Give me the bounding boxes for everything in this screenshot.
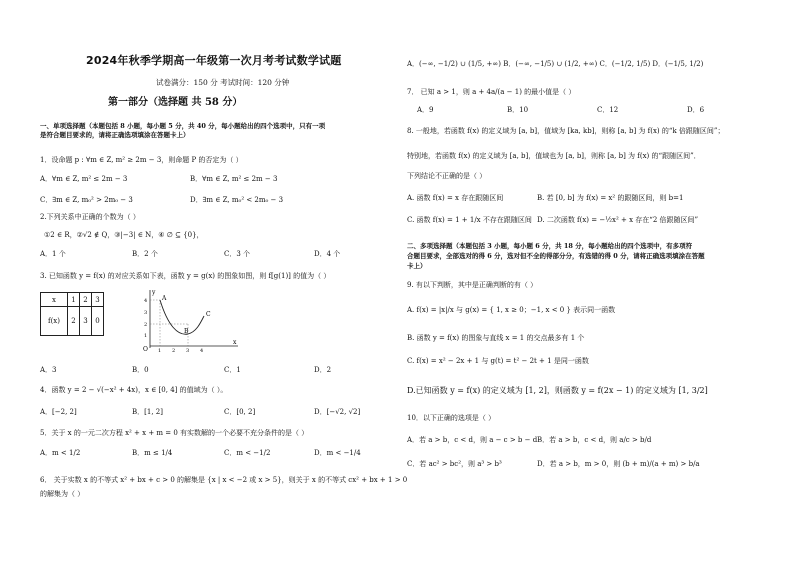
- q9-option-d: D.已知函数 y = f(x) 的定义域为 [1, 2]，则函数 y = f(2x − 1) 的定义域为 [1, 3/2]: [407, 386, 708, 395]
- q2-option-c: C．3 个: [224, 250, 251, 258]
- q5-option-c: C．m < −1/2: [224, 449, 271, 457]
- question-1: 1．设命题 p : ∀m ∈ Z, m² ≥ 2m − 3，则命题 P 的否定为（ ）: [40, 156, 243, 164]
- q4-option-d: D．[−√2, √2]: [314, 408, 361, 416]
- question-9: 9. 有以下判断，其中是正确判断的有（ ）: [407, 281, 538, 289]
- part-one-heading: 第一部分（选择题 共 58 分）: [108, 97, 243, 108]
- q10-option-d: D．若 a > b，m > 0，则 (b + m)/(a + m) > b/a: [537, 460, 700, 468]
- point-label: B: [184, 328, 189, 335]
- question-8-line-2: 特别地，若函数 f(x) 的定义域为 [a, b]，值域也为 [a, b]，则称 [a, b] 为 f(x) 的“跟随区间”．: [407, 152, 701, 160]
- question-8-line-3: 下列结论不正确的是（ ）: [407, 172, 487, 180]
- question-2: 2.下列关系中正确的个数为（ ）: [40, 213, 140, 221]
- q10-option-b: B．若 a > b，c < d，则 a/c > b/d: [537, 436, 652, 444]
- question-3: 3. 已知函数 y = f(x) 的对应关系如下表，函数 y = g(x) 的图象如图，则 f[g(1)] 的值为（ ）: [40, 272, 331, 280]
- q8-option-b: B. 若 [0, b] 为 f(x) = x² 的跟随区间，则 b=1: [537, 194, 684, 202]
- exam-title: 2024年秋季学期高一年级第一次月考考试数学试题: [86, 54, 342, 67]
- tick-label: 1: [158, 348, 162, 352]
- q1-option-a: A．∀m ∈ Z, m² ≤ 2m − 3: [40, 175, 128, 183]
- q4-option-a: A．[−2, 2]: [40, 408, 77, 416]
- q2-statements: ①2 ∈ R，②√2 ∉ Q，③|−3| ∈ N，④ ∅ ⊆ {0}，: [44, 231, 204, 239]
- q8-option-d: D. 二次函数 f(x) = −½x² + x 存在“2 倍跟随区间”: [537, 216, 699, 224]
- question-6-line-1: 6． 关于实数 x 的不等式 x² + bx + c > 0 的解集是 {x | x < −2 或 x > 5}，则关于 x 的不等式 cx² + bx + 1 > 0: [40, 476, 408, 484]
- table-cell: 2: [68, 307, 80, 336]
- table-cell: 2: [80, 293, 92, 307]
- table-row: [41, 307, 104, 336]
- point-label: C: [206, 311, 211, 318]
- table-cell: f(x): [41, 307, 68, 336]
- q3-option-a: A．3: [40, 366, 57, 374]
- tick-label: 1: [144, 333, 148, 339]
- q2-option-d: D．4 个: [314, 250, 341, 258]
- q5-option-a: A．m < 1/2: [40, 449, 81, 457]
- q2-option-b: B．2 个: [132, 250, 158, 258]
- q4-option-c: C．[0, 2]: [224, 408, 256, 416]
- table-cell: 3: [80, 307, 92, 336]
- q1-option-b: B．∀m ∈ Z, m² ≤ 2m − 3: [190, 175, 278, 183]
- section-two-instructions-1: 二、多项选择题（本题包括 3 小题，每小题 6 分，共 18 分，每小题给出的四个选项中，有多项符: [407, 242, 693, 250]
- curve: [160, 300, 204, 334]
- question-8-line-1: 8. 一般地，若函数 f(x) 的定义域为 [a, b]，值域为 [ka, kb]，则称 [a, b] 为 f(x) 的“k 倍跟随区间”；: [407, 127, 725, 135]
- q6-options: A．(−∞, −1/2) ∪ (1/5, +∞) B．(−∞, −1/5) ∪ (1/2, +∞) C．(−1/2, 1/5) D．(−1/5, 1/2): [407, 60, 704, 68]
- q3-option-c: C．1: [224, 366, 241, 374]
- axis-label: x: [233, 339, 237, 346]
- tick-label: 4: [144, 298, 148, 304]
- table-row: [41, 293, 104, 307]
- score-info: 试卷满分：150 分 考试时间：120 分钟: [156, 78, 290, 87]
- q3-option-d: D．2: [314, 366, 332, 374]
- point-label: A: [162, 295, 167, 302]
- q7-option-d: D．6: [687, 106, 705, 114]
- origin-label: O: [143, 346, 148, 352]
- axis-label: y: [152, 289, 156, 296]
- q7-option-c: C．12: [597, 106, 619, 114]
- q8-option-a: A. 函数 f(x) = x 存在跟随区间: [407, 194, 504, 202]
- q7-option-b: B．10: [507, 106, 529, 114]
- q5-option-b: B．m ≤ 1/4: [132, 449, 173, 457]
- q1-option-c: C．∃m ∈ Z, m₀² > 2m₀ − 3: [40, 196, 133, 204]
- question-10: 10．以下正确的选项是（ ）: [407, 414, 496, 422]
- q10-option-c: C．若 ac² > bc²，则 a³ > b³: [407, 460, 502, 468]
- section-two-instructions-2: 合题目要求，全部选对的得 6 分，选对但不全的得部分分，有选错的得 0 分，请将正确选项填涂在答题: [407, 252, 705, 260]
- section-one-instructions-2: 是符合题目要求的，请将正确选项填涂在答题卡上）: [40, 131, 190, 139]
- question-7: 7． 已知 a > 1，则 a + 4a/(a − 1) 的最小值是（ ）: [407, 88, 576, 96]
- tick-label: 2: [144, 322, 148, 328]
- q9-option-a: A. f(x) = |x|/x 与 g(x) = { 1, x ≥ 0；−1, x < 0 } 表示同一函数: [407, 306, 616, 314]
- q9-option-c: C. f(x) = x² − 2x + 1 与 g(t) = t² − 2t + 1 是同一函数: [407, 357, 589, 365]
- question-6-line-2: 的解集为（ ）: [40, 490, 85, 498]
- tick-label: 2: [172, 348, 176, 352]
- q2-option-a: A．1 个: [40, 250, 66, 258]
- table-cell: 0: [92, 307, 104, 336]
- q5-option-d: D．m < −1/4: [314, 449, 361, 457]
- table-cell: 1: [68, 293, 80, 307]
- q3-option-b: B．0: [132, 366, 149, 374]
- q9-option-b: B. 函数 y = f(x) 的图象与直线 x = 1 的交点最多有 1 个: [407, 334, 585, 342]
- tick-label: 3: [144, 310, 148, 316]
- question-5: 5．关于 x 的一元二次方程 x² + x + m = 0 有实数解的一个必要不充分条件的是（ ）: [40, 429, 309, 437]
- q10-option-a: A．若 a > b，c < d，则 a − c > b − d: [407, 436, 538, 444]
- tick-label: 3: [186, 348, 190, 352]
- q3-function-table: [40, 292, 104, 336]
- tick-label: 4: [200, 348, 204, 352]
- question-4: 4．函数 y = 2 − √(−x² + 4x)，x ∈ [0, 4] 的值域为（ ）。: [40, 386, 228, 394]
- table-cell: x: [41, 293, 68, 307]
- q3-graph: [140, 286, 240, 352]
- section-two-instructions-3: 卡上）: [407, 262, 427, 270]
- q4-option-b: B．[1, 2]: [132, 408, 163, 416]
- q7-option-a: A．9: [417, 106, 434, 114]
- section-one-instructions-1: 一、单项选择题（本题包括 8 小题，每小题 5 分，共 40 分，每小题给出的四个选项中，只有一项: [40, 122, 326, 130]
- table-cell: 3: [92, 293, 104, 307]
- q8-option-c: C. 函数 f(x) = 1 + 1/x 不存在跟随区间: [407, 216, 532, 224]
- q1-option-d: D．∃m ∈ Z, m₀² < 2m₀ − 3: [190, 196, 284, 204]
